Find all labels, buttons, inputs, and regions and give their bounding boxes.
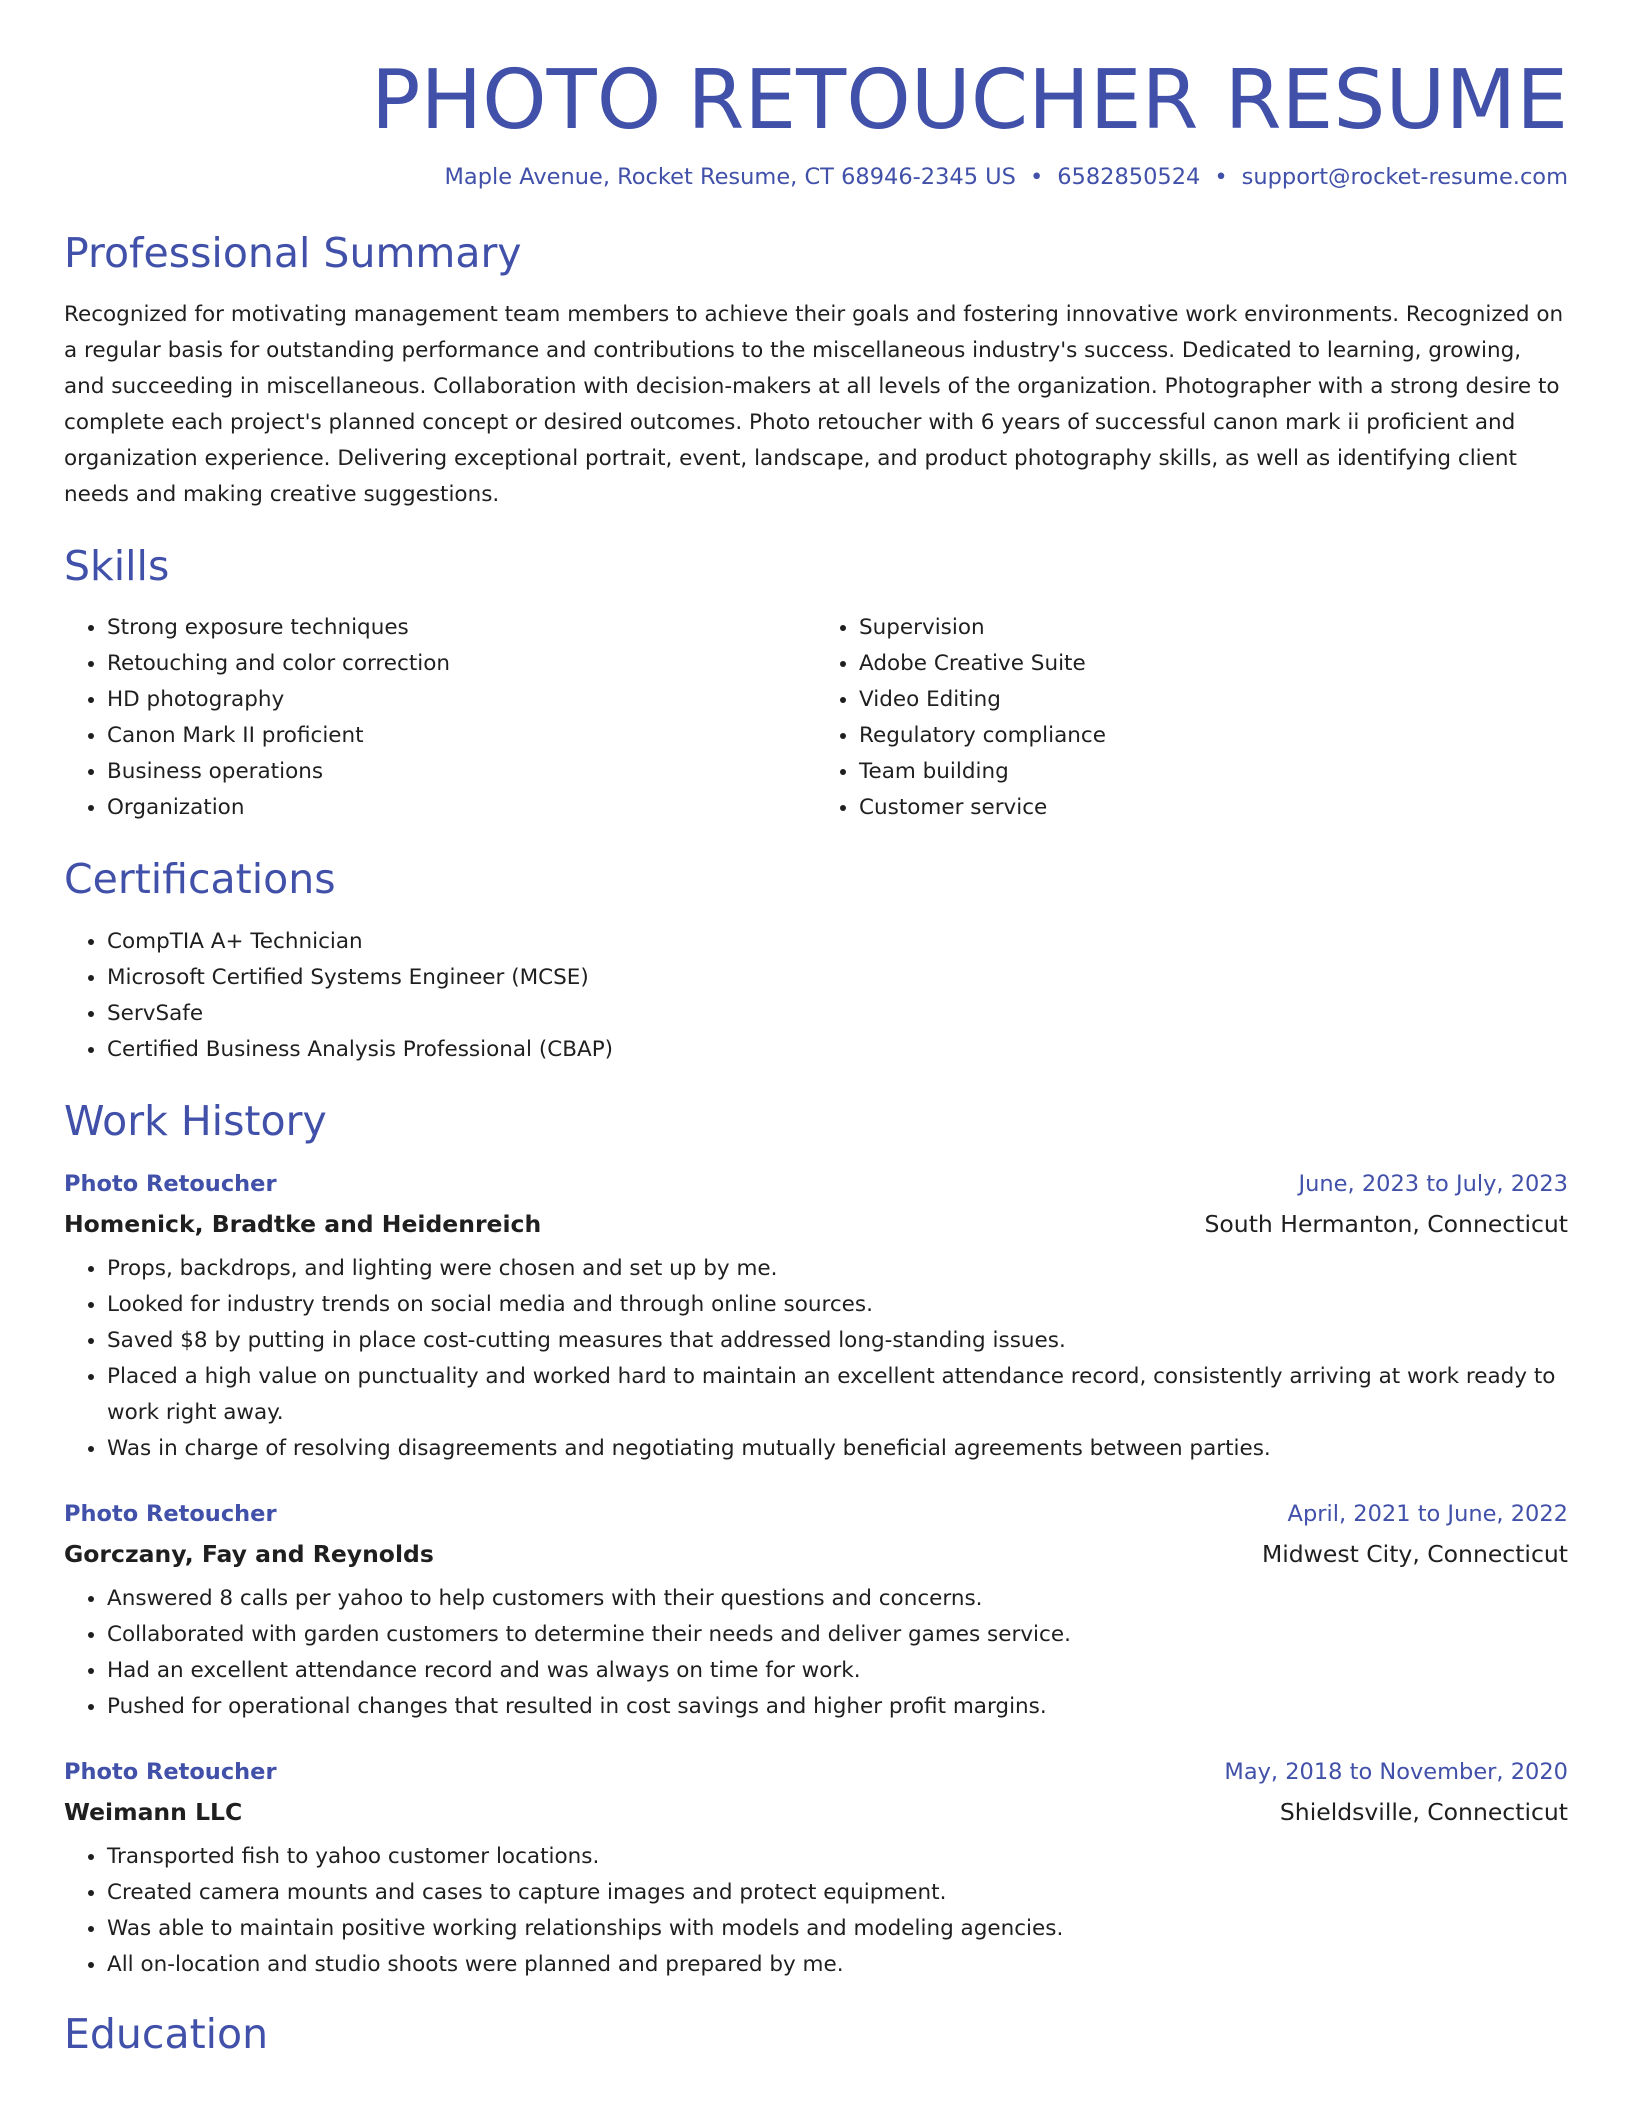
skills-grid <box>64 610 1568 826</box>
skill-item: • HD photography <box>107 682 816 718</box>
job-bullet: • All on-location and studio shoots were planned and prepared by me. <box>107 1947 1568 1983</box>
job-dates: April, 2021 to June, 2022 <box>1287 1500 1568 1527</box>
job-bullets <box>64 1839 1568 1983</box>
skill-item: • Strong exposure techniques <box>107 610 816 646</box>
job-bullet: • Props, backdrops, and lighting were chosen and set up by me. <box>107 1251 1568 1287</box>
certification-item: • CompTIA A+ Technician <box>107 924 1568 960</box>
skill-item: • Supervision <box>859 610 1568 646</box>
skill-item: • Retouching and color correction <box>107 646 816 682</box>
job-title: Photo Retoucher <box>64 1758 277 1785</box>
job-location: Midwest City, Connecticut <box>1261 1539 1568 1568</box>
job-bullet: • Pushed for operational changes that resulted in cost savings and higher profit margins. <box>107 1689 1568 1725</box>
skill-item: • Adobe Creative Suite <box>859 646 1568 682</box>
skill-item: • Organization <box>107 790 816 826</box>
section-heading-certifications: Certifications <box>64 855 336 904</box>
resume-title: PHOTO RETOUCHER RESUME <box>371 53 1568 148</box>
job-header-row <box>64 1753 1568 1791</box>
job-bullets <box>64 1581 1568 1725</box>
skill-item: • Customer service <box>859 790 1568 826</box>
contact-separator: • <box>1029 164 1044 191</box>
job-company-row <box>64 1533 1568 1575</box>
section-heading-education: Education <box>64 2009 269 2058</box>
contact-separator: • <box>1214 164 1228 191</box>
job-company-row <box>64 1791 1568 1833</box>
certification-item: • Microsoft Certified Systems Engineer (MCSE) <box>107 960 1568 996</box>
job-bullet: • Looked for industry trends on social media and through online sources. <box>107 1287 1568 1323</box>
job-header-row <box>64 1165 1568 1203</box>
job-title: Photo Retoucher <box>64 1500 277 1527</box>
job-bullet: • Had an excellent attendance record and was always on time for work. <box>107 1653 1568 1689</box>
job-bullets <box>64 1251 1568 1467</box>
certification-item: • ServSafe <box>107 996 1568 1032</box>
job-company: Gorczany, Fay and Reynolds <box>64 1539 434 1568</box>
skill-item: • Regulatory compliance <box>859 718 1568 754</box>
section-heading-skills: Skills <box>64 542 170 591</box>
job-title: Photo Retoucher <box>64 1170 277 1197</box>
contact-email[interactable]: support@rocket-resume.com <box>1241 164 1568 191</box>
job-dates: May, 2018 to November, 2020 <box>1224 1758 1568 1785</box>
section-heading-work-history: Work History <box>64 1096 327 1145</box>
contact-line <box>64 164 1568 190</box>
job-bullet: • Created camera mounts and cases to capture images and protect equipment. <box>107 1875 1568 1911</box>
skill-item: • Team building <box>859 754 1568 790</box>
job-entry <box>64 1495 1568 1725</box>
skill-item: • Canon Mark II proficient <box>107 718 816 754</box>
job-company: Weimann LLC <box>64 1797 243 1826</box>
contact-address: Maple Avenue, Rocket Resume, CT 68946-2345 US <box>444 164 1016 191</box>
job-bullet: • Was in charge of resolving disagreements and negotiating mutually beneficial agreements between parties. <box>107 1431 1568 1467</box>
job-header-row <box>64 1495 1568 1533</box>
job-entry <box>64 1165 1568 1467</box>
certification-item: • Certified Business Analysis Professional (CBAP) <box>107 1032 1568 1068</box>
job-bullet: • Placed a high value on punctuality and worked hard to maintain an excellent attendance record, consistently arriving at work ready to work right away. <box>107 1359 1568 1431</box>
job-entry <box>64 1753 1568 1983</box>
certifications-list <box>64 924 1568 1068</box>
job-company-row <box>64 1203 1568 1245</box>
job-location: Shieldsville, Connecticut <box>1279 1797 1568 1826</box>
skills-list-left <box>64 610 816 826</box>
job-bullet: • Saved $8 by putting in place cost-cutting measures that addressed long-standing issues. <box>107 1323 1568 1359</box>
skills-list-right <box>816 610 1568 826</box>
summary-text: Recognized for motivating management team members to achieve their goals and fostering innovative work environments. Recognized on a regular basis for outstanding performance and contributions to the miscellaneous industry's success. Dedicated to learning, growing, and succeeding in miscellaneous. Collaboration with decision-makers at all levels of the organization. Photographer with a strong desire to complete each project's planned concept or desired outcomes. Photo retoucher with 6 years of successful canon mark ii proficient and organization experience. Delivering exceptional portrait, event, landscape, and product photography skills, as well as identifying client needs and making creative suggestions. <box>64 302 1564 508</box>
skill-item: • Video Editing <box>859 682 1568 718</box>
section-heading-summary: Professional Summary <box>64 229 522 278</box>
job-company: Homenick, Bradtke and Heidenreich <box>64 1209 542 1238</box>
job-bullet: • Collaborated with garden customers to determine their needs and deliver games service. <box>107 1617 1568 1653</box>
skill-item: • Business operations <box>107 754 816 790</box>
job-location: South Hermanton, Connecticut <box>1204 1209 1568 1238</box>
job-dates: June, 2023 to July, 2023 <box>1298 1170 1568 1197</box>
contact-phone: 6582850524 <box>1057 164 1201 191</box>
job-bullet: • Answered 8 calls per yahoo to help customers with their questions and concerns. <box>107 1581 1568 1617</box>
job-bullet: • Transported fish to yahoo customer locations. <box>107 1839 1568 1875</box>
job-bullet: • Was able to maintain positive working relationships with models and modeling agencies. <box>107 1911 1568 1947</box>
